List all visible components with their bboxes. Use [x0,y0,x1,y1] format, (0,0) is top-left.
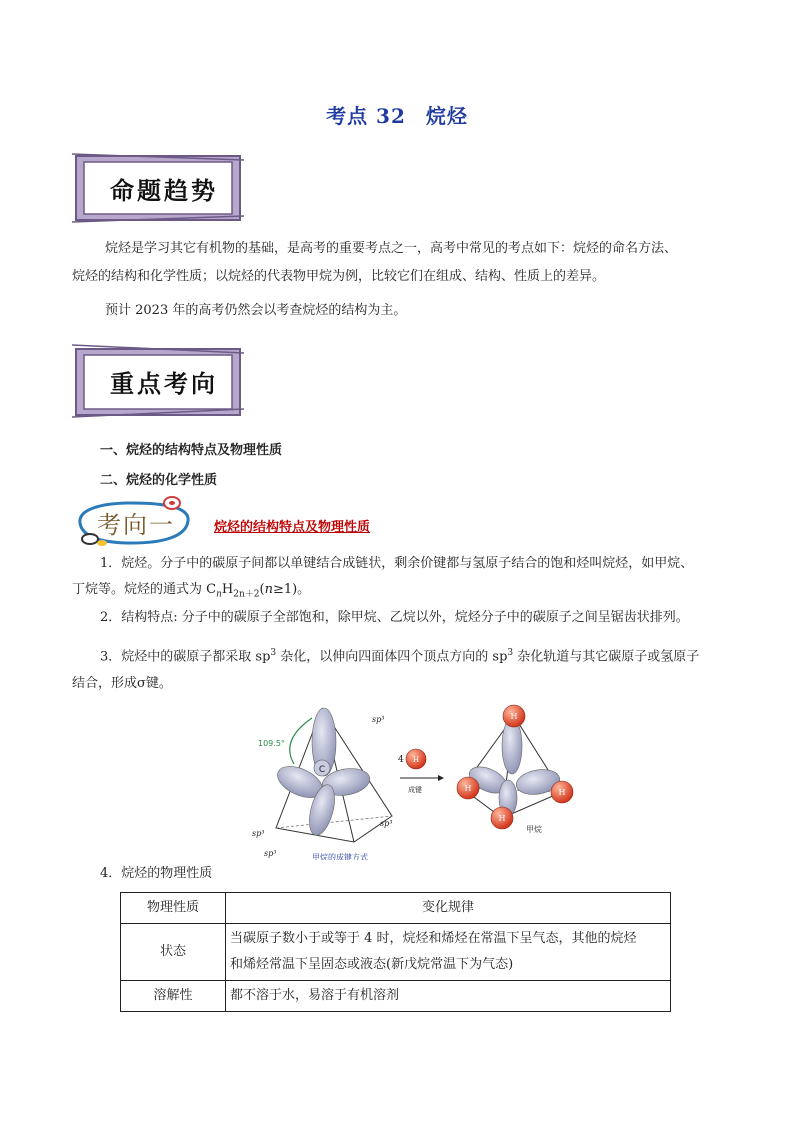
title-prefix: 考点 32 [326,104,406,128]
sp3-label-right: sp³ [380,819,393,828]
reagent-h: H [412,756,420,764]
physical-properties-table [120,892,671,1012]
sp3-tetrahedron [252,708,392,860]
formula-text: 丁烷等。烷烃的通式为 C [72,582,217,597]
arrow-label: 成键 [408,786,422,794]
point-3-sup2: 3 [507,648,514,658]
point-1-line-1: 1．烷烃。分子中的碳原子间都以单键结合成链状，剩余价键都与氢原子结合的饱和烃叫烷烃，如甲烷、 [100,556,694,571]
table-header-row [121,893,671,924]
point-1-line-2 [72,577,752,608]
kaoxiang-badge [72,495,204,551]
reagent-count: 4 [398,755,404,765]
point-2: 2．结构特点: 分子中的碳原子全部饱和，除甲烷、乙烷以外，烷烃分子中的碳原子之间呈锯齿状排列。 [100,610,689,625]
point-4: 4．烷烃的物理性质 [100,866,213,881]
carbon-label: C [318,765,326,775]
sp3-label-bottom: sp³ [264,849,277,858]
methane-bonding-diagram [250,700,580,860]
intro-line-1: 烷烃是学习其它有机物的基础，是高考的重要考点之一，高考中常见的考点如下：烷烃的命名方法、 [105,241,678,256]
h-label-right: H [558,788,566,797]
h-label-bottom: H [498,814,506,823]
point-3-sup1: 3 [270,648,277,658]
table-cell-line: 当碳原子数小于或等于 4 时，烷烃和烯烃在常温下呈气态，其他的烷烃 [230,931,637,946]
formula-sub: 2n＋2 [233,589,260,600]
figure-caption: 甲烷的成键方式 [312,853,368,860]
point-3-line-1 [100,640,760,670]
table-cell-line: 和烯烃常温下呈固态或液态(新戊烷常温下为气态) [230,957,514,972]
point-3-c: 杂化轨道与其它碳原子或氢原子 [513,649,700,665]
table-row [121,924,671,981]
intro-forecast: 预计 2023 年的高考仍然会以考查烷烃的结构为主。 [105,303,407,318]
bond-angle-label: 109.5° [258,739,285,748]
h-label-top: H [510,712,518,721]
product-label: 甲烷 [526,825,542,834]
outline-item-2: 二、烷烃的化学性质 [100,473,218,488]
intro-line-2: 烷烃的结构和化学性质；以烷烃的代表物甲烷为例，比较它们在组成、结构、性质上的差异。 [72,269,606,284]
kaoxiang-title: 烷烃的结构特点及物理性质 [214,520,371,535]
table-cell-rule [226,924,671,981]
formula-h: H [221,582,234,597]
formula-n: n [216,589,222,600]
table-header-rule: 变化规律 [226,893,671,924]
formula-n-cond: n [264,582,273,597]
focus-banner-label: 重点考向 [110,369,218,398]
methane-figure [250,700,580,860]
table-header-property: 物理性质 [121,893,226,924]
reaction-arrow [398,749,444,794]
h-label-left: H [464,784,472,793]
table-row [121,981,671,1012]
title-name: 烷烃 [425,104,468,128]
point-3-a: 3．烷烃中的碳原子都采取 sp [100,649,271,665]
formula-paren: ( [259,582,265,597]
table-cell-rule: 都不溶于水，易溶于有机溶剂 [226,981,671,1012]
table-cell-property: 状态 [121,924,226,981]
table-cell-property: 溶解性 [121,981,226,1012]
badge-label: 考向一 [97,511,175,539]
trend-banner [72,152,244,222]
outline-item-1: 一、烷烃的结构特点及物理性质 [100,443,283,458]
point-3-line-2: 结合，形成σ键。 [72,676,172,691]
sp3-label-left: sp³ [252,829,265,838]
sp3-label-top: sp³ [372,715,385,724]
formula-cond: ≥1)。 [272,582,311,597]
methane-molecule [457,705,573,834]
point-3-b: 杂化，以伸向四面体四个顶点方向的 sp [276,649,508,665]
page-title [0,100,794,129]
focus-banner [72,343,244,413]
trend-banner-label: 命题趋势 [110,176,218,205]
